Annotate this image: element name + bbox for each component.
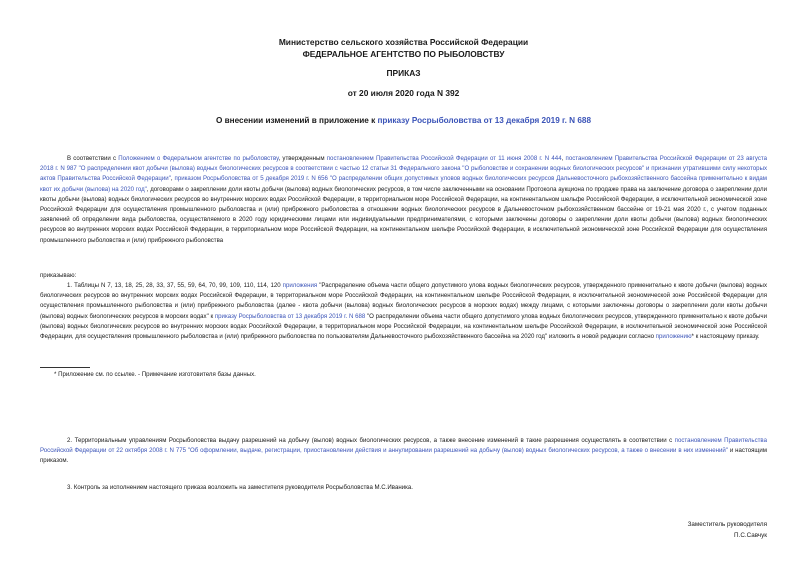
- item1-text-4: * к настоящему приказу.: [691, 333, 760, 341]
- appendix-link[interactable]: приложения: [282, 282, 318, 289]
- item1-text-3: "О распределении объема части общего допустимого улова водных биологических ресурсов, утвержденного применительно к квоте добычи (вылова) водных биологических ресурсов во внутренних морских водах Российской Федерации, в территориальном море Российской Федерации, на континентальном шельфе Российской Федерации, в исключительной экономической зоне Российской Федерации, для осуществления промышленного рыболовства и (или) прибрежного рыболовства по пользователям Дальневосточного рыбохозяйственного бассейна на 2020 год" изложить в новой редакции согласно: [40, 312, 768, 341]
- order-word: приказываю:: [40, 272, 77, 279]
- preamble: [40, 154, 767, 246]
- government-decree-444-link[interactable]: постановлением Правительства Российской Федерации от 11 июня 2008 г. N 444: [326, 155, 562, 162]
- order-688-link[interactable]: приказу Росрыболовства от 13 декабря 2019 г. N 688: [214, 312, 366, 320]
- title-order-link[interactable]: приказу Росрыболовства от 13 декабря 2019 г. N 688: [377, 116, 592, 125]
- document-date: от 20 июля 2020 года N 392: [347, 88, 460, 98]
- item-3: 3. Контроль за исполнением настоящего приказа возложить на заместителя руководителя Росрыболовства М.С.Иваника.: [67, 484, 413, 491]
- signatory-name: П.С.Савчук: [734, 532, 767, 539]
- government-decree-775-link[interactable]: постановлением Правительства Российской Федерации от 22 октября 2008 г. N 775 "Об оформлении, выдаче, регистрации, приостановлении действия и аннулировании разрешений на добычу (вылов) водных биологических ресурсов, а также о внесении в них изменений": [40, 437, 767, 455]
- preamble-text-2: , утвержденным: [278, 155, 327, 162]
- preamble-text-3: ,: [561, 155, 566, 162]
- footnote: * Приложение см. по ссылке. - Примечание изготовителя базы данных.: [54, 371, 256, 378]
- document-title: [0, 116, 807, 125]
- signatory-position: Заместитель руководителя: [687, 521, 767, 528]
- footnote-divider: [40, 367, 90, 368]
- regulation-link[interactable]: Положением о Федеральном агентстве по рыболовству: [118, 155, 279, 162]
- agency-name: ФЕДЕРАЛЬНОЕ АГЕНТСТВО ПО РЫБОЛОВСТВУ: [302, 49, 505, 59]
- item2-text-1: 2. Территориальным управлениям Росрыболовства выдачу разрешений на добычу (вылов) водных биологических ресурсов, а также внесение изменений в такие разрешения осуществлять в соответствии с: [67, 437, 675, 444]
- item-1: [40, 281, 767, 342]
- ministry-name: Министерство сельского хозяйства Российской Федерации: [278, 37, 529, 47]
- item1-text-2: "Распределение объема части общего допустимого улова водных биологических ресурсов, утвержденного применительно к квоте добычи (вылова) водных биологических ресурсов во внутренних морских водах Российской Федерации, в территориальном море Российской Федерации, на континентальном шельфе Российской Федерации, в исключительной экономической зоне Российской Федерации для осуществления промышленного рыболовства и (или) прибрежного рыболовства (далее - квота добычи (вылова) водных биологических ресурсов в морских водах) между лицами, с которыми заключены договоры о закреплении доли квоты добычи (вылова) водных биологических ресурсов в морских водах" к: [40, 282, 767, 320]
- item2-text-2: и настоящим приказом.: [40, 447, 767, 465]
- document-type: ПРИКАЗ: [386, 68, 421, 78]
- annex-link[interactable]: приложению: [655, 333, 692, 341]
- order-656-link[interactable]: приказом Росрыболовства от 5 декабря 2019 г. N 656 "О распределении общих допустимых уловов водных биологических ресурсов Дальневосточного рыбохозяйственного бассейна применительно к видам квот их добычи (вылова) на 2020 год": [40, 175, 767, 193]
- government-decree-987-link[interactable]: постановлением Правительства Российской Федерации от 23 августа 2018 г. N 987 "О распределении квот добычи (вылова) водных биологических ресурсов в соответствии с частью 12 статьи 31 Федерального закона "О рыболовстве и сохранении водных биологических ресурсов" и признании утратившими силу некоторых актов Правительства Российской Федерации": [40, 155, 768, 183]
- preamble-text-4: ,: [170, 175, 175, 183]
- item1-text-1: 1. Таблицы N 7, 13, 18, 25, 28, 33, 37, 55, 59, 64, 70, 99, 109, 110, 114, 120: [67, 282, 283, 289]
- item-2: [40, 436, 767, 467]
- preamble-text-5: , договорами о закреплении доли квоты добычи (вылова) водных биологических ресурсов, в том числе заключенными на основании Протокола аукциона по продаже права на заключение договора о закреплении доли квоты добычи (вылова) водных биологических ресурсов во внутренних морских водах Российской Федерации, в территориальном море Российской Федерации, на континентальном шельфе Российской Федерации, в исключительной экономической зоне Российской Федерации для осуществления промышленного рыболовства и (или) прибрежного рыболовства в отношении водных биологических ресурсов в Дальневосточном рыбохозяйственном бассейне от 19-21 мая 2020 г., с учетом поданных заявлений об определении вида рыболовства, осуществляемого в 2020 году юридическими лицами или индивидуальными предпринимателями, с которыми заключены договоры о закреплении доли квоты добычи (вылова) водных биологических ресурсов во внутренних морских водах Российской Федерации, в территориальном море Российской Федерации, на континентальном шельфе Российской Федерации, в исключительной экономической зоне Российской Федерации для осуществления промышленного рыболовства и (или) прибрежного рыболовства: [40, 185, 767, 244]
- preamble-text-1: В соответствии с: [67, 155, 119, 162]
- title-prefix: О внесении изменений в приложение к: [215, 116, 378, 125]
